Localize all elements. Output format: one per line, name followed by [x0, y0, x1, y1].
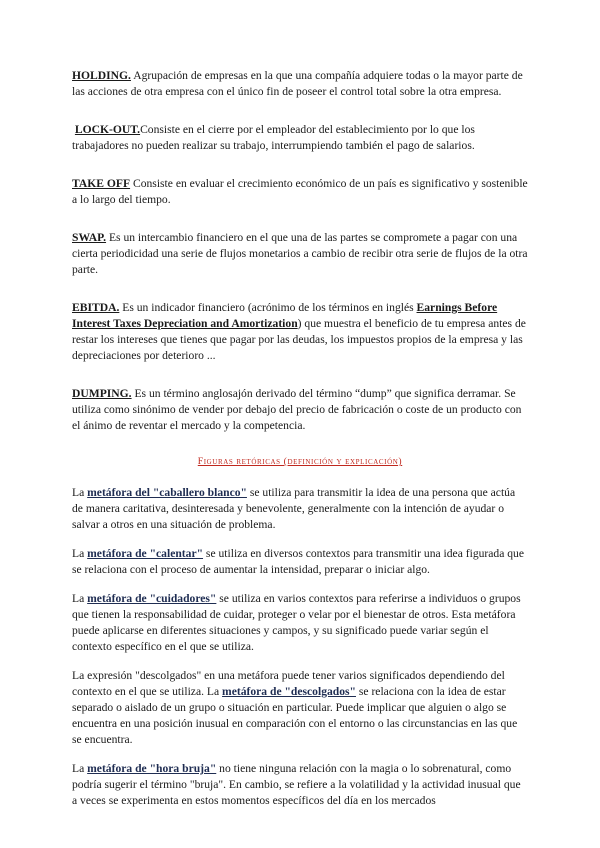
definition-text: Consiste en evaluar el crecimiento económico de un país es significativo y sostenible a lo largo del tiempo.	[72, 177, 528, 206]
definition-text: Es un intercambio financiero en el que una de las partes se compromete a pagar con una cierta periodicidad una serie de flujos monetarios a cambio de recibir otra serie de flujos de la otra parte.	[72, 231, 528, 276]
figure-pre: La expresión "descolgados" en una metáfora puede tener varios significados dependiendo del contexto en el que se utiliza. La	[72, 669, 505, 698]
figure-calentar	[72, 546, 528, 578]
term-descolgados: metáfora de "descolgados"	[222, 685, 356, 698]
figure-pre: La	[72, 762, 88, 775]
figure-pre: La	[72, 486, 88, 499]
term-lock-out: LOCK-OUT.	[74, 123, 141, 136]
figure-caballero-blanco	[72, 485, 528, 533]
section-heading: Figuras retóricas (definición y explicación)	[197, 456, 403, 467]
term-hora-bruja: metáfora de "hora bruja"	[87, 762, 217, 775]
term-calentar: metáfora de "calentar"	[87, 547, 204, 560]
figure-pre: La	[72, 547, 88, 560]
term-take-off: TAKE OFF	[72, 177, 131, 190]
definition-text: Es un término anglosajón derivado del término “dump” que significa derramar. Se utiliza como sinónimo de vender por debajo del precio de fabricación o coste de un producto con el ánimo de reventar el mercado y la competencia.	[72, 387, 522, 432]
definition-swap	[72, 230, 528, 278]
definition-lock-out	[72, 122, 528, 154]
figure-cuidadores	[72, 591, 528, 655]
figure-pre: La	[72, 592, 88, 605]
term-ebitda: EBITDA.	[72, 301, 120, 314]
definition-holding	[72, 68, 528, 100]
definition-text: ) que muestra el beneficio de tu empresa antes de restar los intereses que tienes que pagar por las deudas, los impuestos propios de la empresa y las depreciaciones por deterioro ...	[72, 317, 526, 362]
figure-text: se relaciona con la idea de estar separado o aislado de un grupo o situación en particular. Puede implicar que alguien o algo se encuentra en una posición inusual en comparación con el entorno o las circunstancias en las que se encuentra.	[72, 685, 518, 746]
definition-text: Consiste en el cierre por el empleador del establecimiento por lo que los trabajadores no pueden realizar su trabajo, interrumpiendo también el pago de salarios.	[72, 123, 475, 152]
term-ebitda-expansion: Earnings Before Interest Taxes Depreciation and Amortization	[72, 301, 498, 330]
term-holding: HOLDING.	[72, 69, 131, 82]
term-swap: SWAP.	[72, 231, 107, 244]
figure-text: se utiliza en diversos contextos para transmitir una idea figurada que se relaciona con el proceso de aumentar la intensidad, preparar o iniciar algo.	[72, 547, 525, 576]
figure-text: se utiliza para transmitir la idea de una persona que actúa de manera caritativa, desinteresada y benevolente, generalmente con la intención de ayudar o salvar a otros en una situación de problema.	[72, 486, 516, 531]
definition-text: Agrupación de empresas en la que una compañía adquiere todas o la mayor parte de las acciones de otra empresa con el único fin de poseer el control total sobre la otra empresa.	[72, 69, 523, 98]
definition-text: Es un indicador financiero (acrónimo de los términos en inglés	[119, 301, 417, 314]
term-dumping: DUMPING.	[72, 387, 132, 400]
definition-dumping	[72, 386, 528, 434]
definition-take-off	[72, 176, 528, 208]
figure-descolgados	[72, 668, 528, 748]
term-cuidadores: metáfora de "cuidadores"	[87, 592, 217, 605]
figure-text: no tiene ninguna relación con la magia o lo sobrenatural, como podría sugerir el término "bruja". En cambio, se refiere a la volatilidad y la actividad inusual que a veces se experimenta en estos momentos específicos del día en los mercados	[72, 762, 521, 807]
figure-hora-bruja	[72, 761, 528, 809]
figure-text: se utiliza en varios contextos para referirse a individuos o grupos que tienen la responsabilidad de cuidar, proteger o velar por el bienestar de otros. Esta metáfora puede aplicarse en diferentes situaciones y campos, y su significado puede variar según el contexto específico en el que se utiliza.	[72, 592, 521, 653]
term-caballero-blanco: metáfora del "caballero blanco"	[87, 486, 247, 499]
definition-ebitda	[72, 300, 528, 364]
